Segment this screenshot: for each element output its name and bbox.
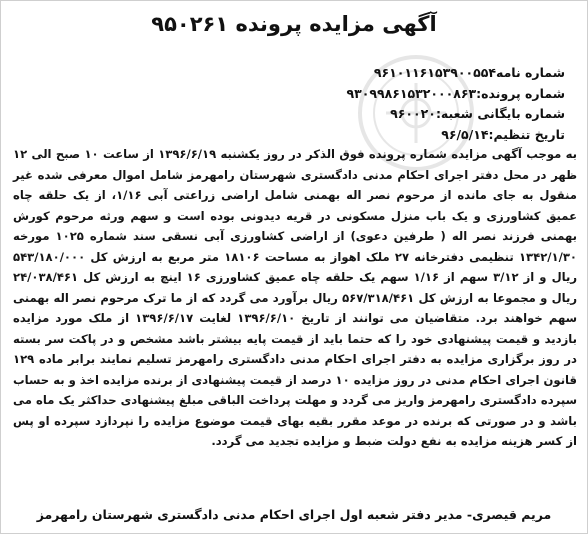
- page-title: آگهی مزایده پرونده ۹۵۰۲۶۱: [151, 12, 437, 36]
- issue-date: تاریخ تنظیم:۹۶/۵/۱۴: [441, 126, 565, 142]
- case-metadata: [265, 63, 565, 145]
- signature-line: مریم قیصری- مدیر دفتر شعبه اول اجرای احکام مدنی دادگستری شهرستان رامهرمز: [36, 507, 552, 522]
- notice-body: به موجب آگهی مزایده شماره پرونده فوق الذکر در روز یکشنبه ۱۳۹۶/۶/۱۹ از ساعت ۱۰ صبح الی ۱۲ ظهر در محل دفتر اجرای احکام مدنی دادگستری شهرستان رامهرمز شامل اموال معرفی شده غیر منقول به جای مانده از مرحوم نصر اله بهمنی شامل اراضی زراعتی آبی ۱/۱۶، از یک حلقه چاه عمیق کشاورزی و یک باب منزل مسکونی در قریه دیدونی بوده است و سهم ورثه مرحوم کورش بهمنی فرزند نصر اله ( طرفین دعوی) از اراضی کشاورزی آبی نسقی سند شماره ۱۰۲۵ مورخه ۱۳۴۲/۱/۳۰ تنظیمی دفترخانه ۲۷ ملک اهواز به مساحت ۱۸۱۰۶ متر مربع به ارزش کل ۵۴۳/۱۸۰/۰۰۰ ریال و از ۳/۱۲ سهم از ۱/۱۶ سهم یک حلقه چاه عمیق کشاورزی ۱۶ اینچ به ارزش کل ۲۴/۰۳۸/۴۶۱ ریال و مجموعا به ارزش کل ۵۶۷/۳۱۸/۴۶۱ ریال برآورد می گردد که از ما ترک مرحوم نصر اله بهمنی سهم خواهند برد. متقاضیان می توانند از تاریخ ۱۳۹۶/۶/۱۰ لغایت ۱۳۹۶/۶/۱۷ از ملک مورد مزایده بازدید و قیمت پیشنهادی خود را که حتما باید از قیمت پایه بیشتر باشد مشخص و در پاکت سر بسته در روز برگزاری مزایده به دفتر اجرای احکام مدنی دادگستری رامهرمز تسلیم نمایند برابر ماده ۱۲۹ قانون اجرای احکام مدنی در روز مزایده ۱۰ درصد از قیمت پیشنهادی از برنده مزایده اخذ و به حساب سپرده دادگستری رامهرمز واریز می گردد و مهلت پرداخت الباقی مبلغ پیشنهادی حداکثر یک ماه می باشد و در صورتی که برنده در موعد مقرر بقیه بهای قیمت موضوع مزایده را نپردازد سپرده او پس از کسر هزینه مزایده به نفع دولت ضبط و مزایده تجدید می گردد.: [13, 147, 578, 448]
- case-number: شماره پرونده:۹۳۰۹۹۸۶۱۵۳۲۰۰۰۸۶۳: [346, 85, 565, 101]
- letter-number: شماره نامه۹۶۱۰۱۱۶۱۵۳۹۰۰۵۵۴: [373, 65, 565, 80]
- archive-number: شماره بایگانی شعبه:۹۶۰۰۲۰: [390, 106, 565, 121]
